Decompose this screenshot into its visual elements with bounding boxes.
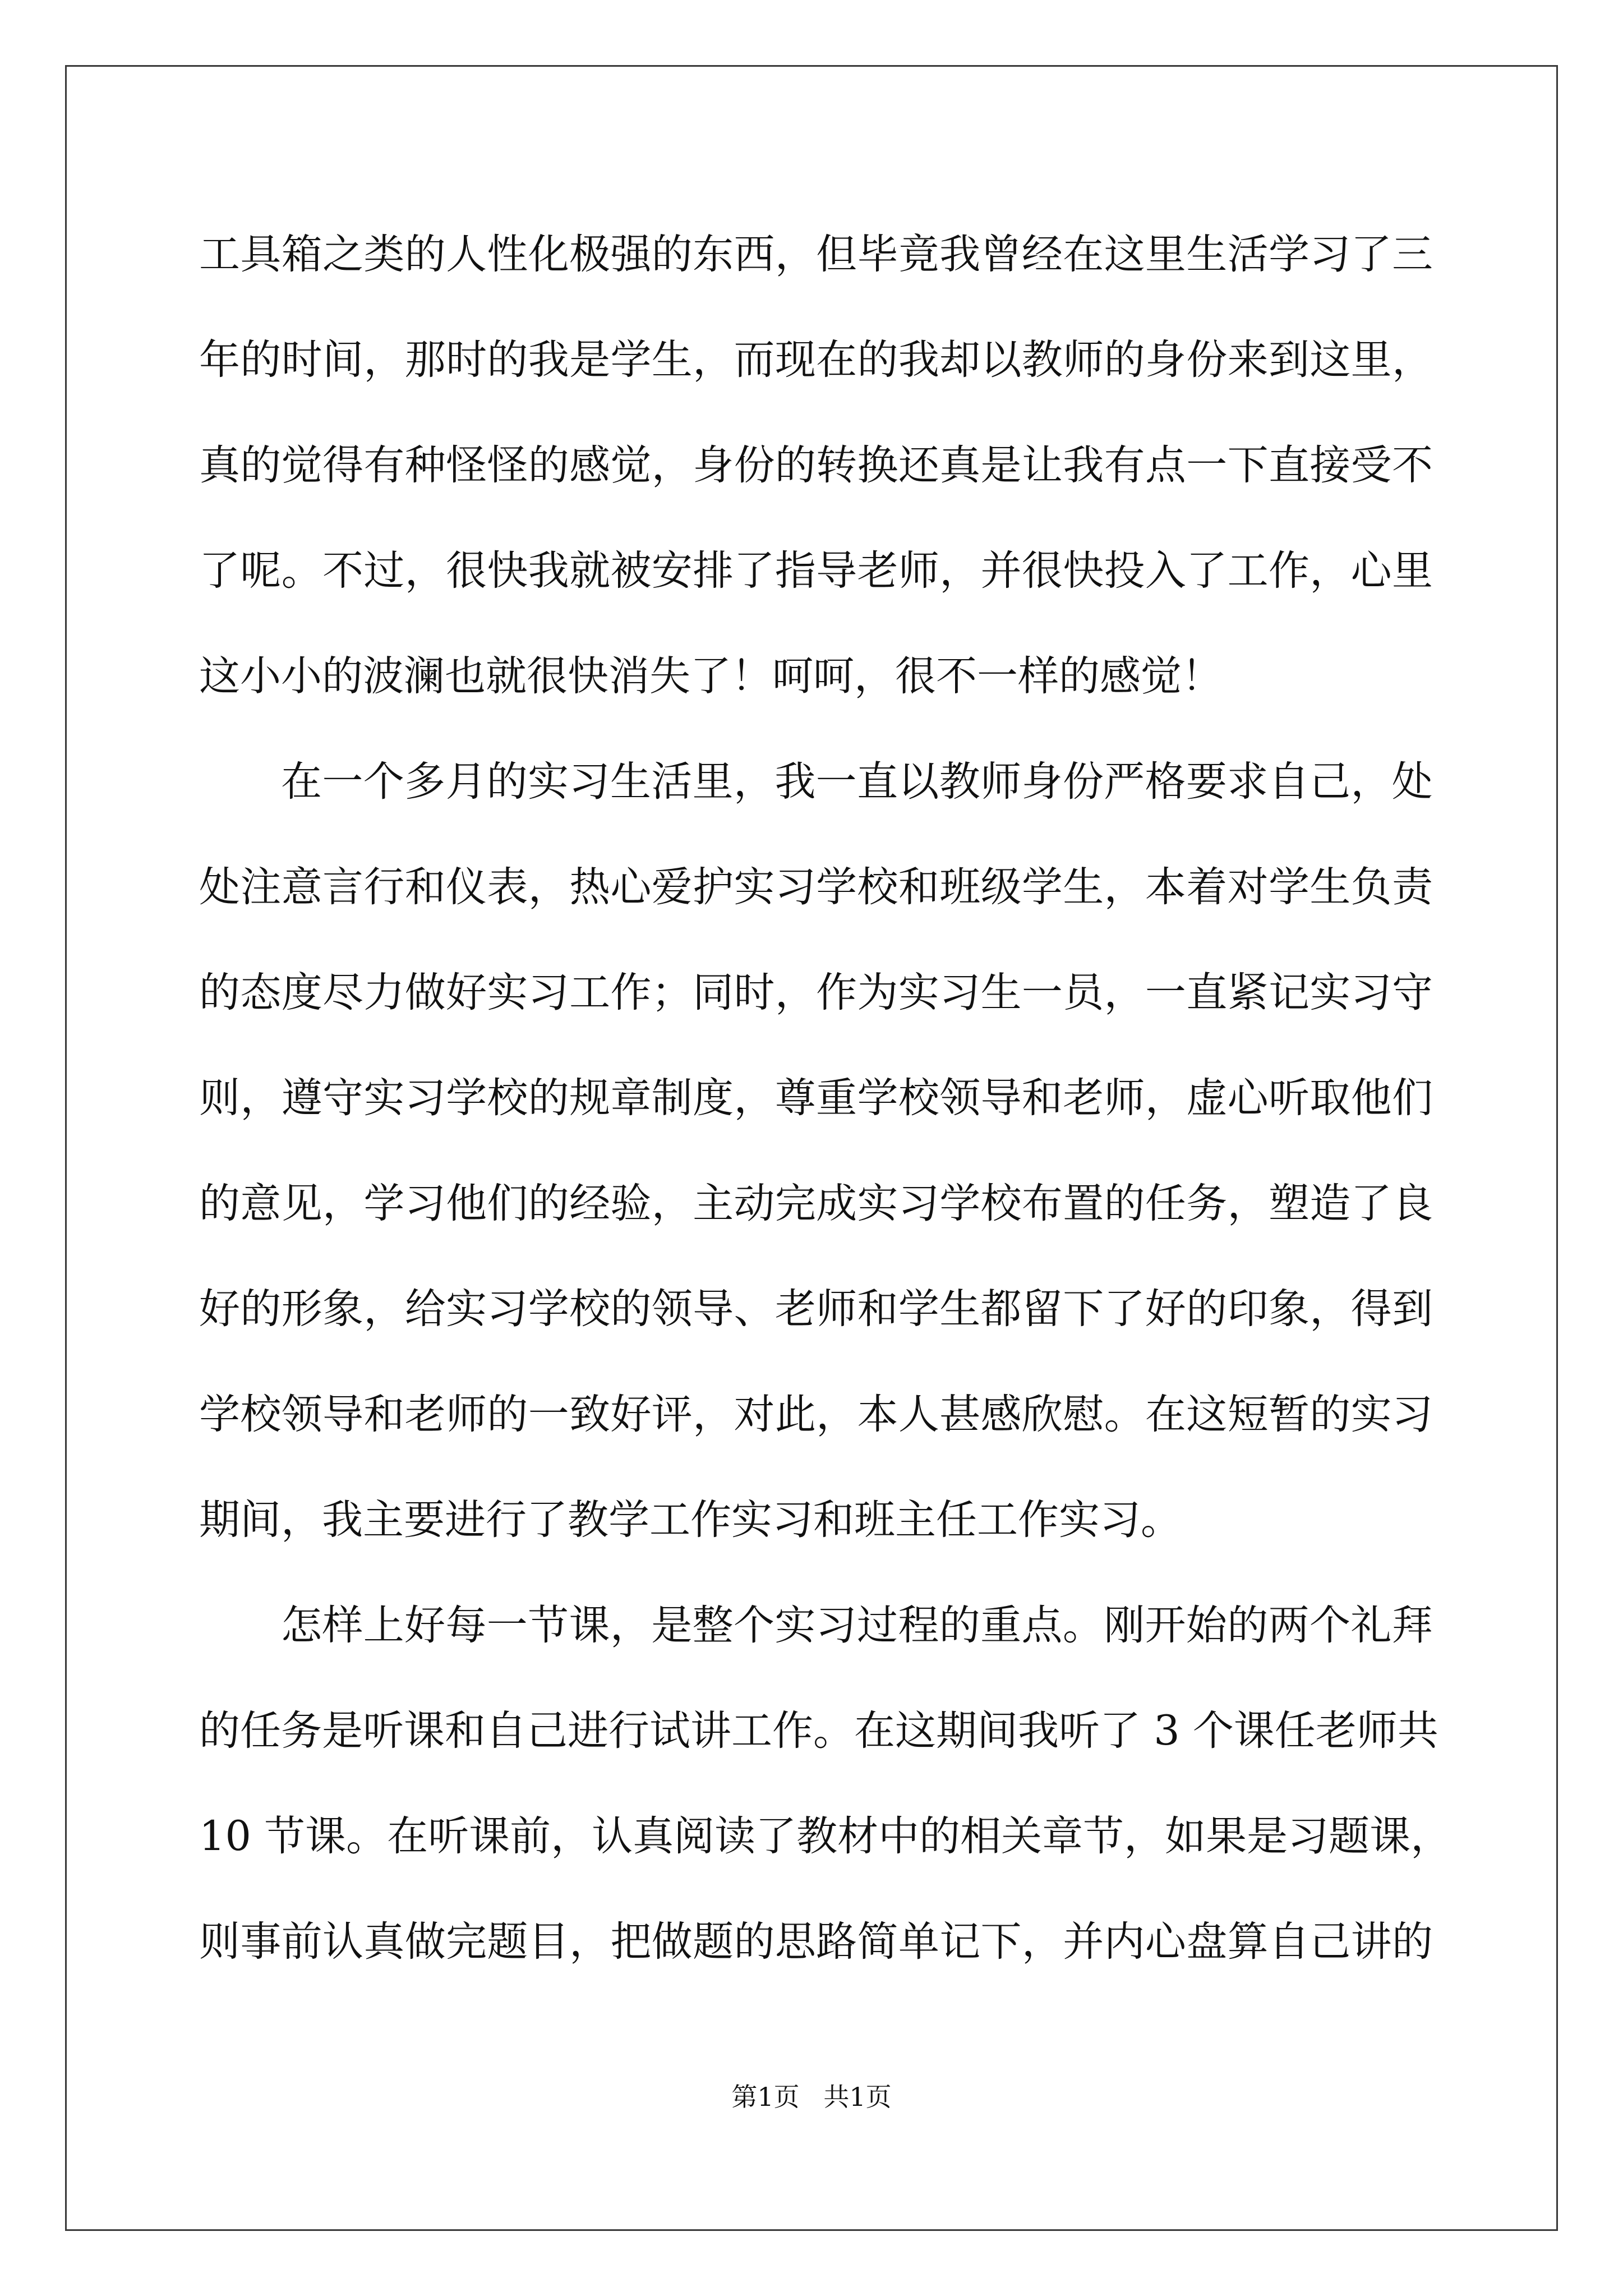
text-line: 在 一 个 多 月 的 实 习 生 活 里 ， 我 一 直 以 教 师 身 份 严 格 要 求 自 己 ， 处 (281, 758, 1433, 806)
text-line: 1 0 节 课 。 在 听 课 前 ， 认 真 阅 读 了 教 材 中 的 相 关 章 节 ， 如 果 是 习 题 课 ， (199, 1812, 1452, 1860)
text-line: 则 ， 遵 守 实 习 学 校 的 规 章 制 度 ， 尊 重 学 校 领 导 和 老 师 ， 虚 心 听 取 他 们 (199, 1074, 1433, 1122)
text-line: 好 的 形 象 ， 给 实 习 学 校 的 领 导 、 老 师 和 学 生 都 留 下 了 好 的 印 象 ， 得 到 (199, 1285, 1433, 1333)
text-line: 工 具 箱 之 类 的 人 性 化 极 强 的 东 西 ， 但 毕 竟 我 曾 经 在 这 里 生 活 学 习 了 三 (199, 231, 1433, 278)
text-line: 学 校 领 导 和 老 师 的 一 致 好 评 ， 对 此 ， 本 人 甚 感 欣 慰 。 在 这 短 暂 的 实 习 (199, 1391, 1433, 1438)
text-line: 则 事 前 认 真 做 完 题 目 ， 把 做 题 的 思 路 简 单 记 下 ， 并 内 心 盘 算 自 己 讲 的 (199, 1918, 1433, 1966)
page-number: 第1页 (731, 2082, 800, 2112)
text-line: 这小小的波澜也就很快消失了！呵呵，很不一样的感觉！ (199, 652, 1223, 700)
text-line: 年 的 时 间 ， 那 时 的 我 是 学 生 ， 而 现 在 的 我 却 以 教 师 的 身 份 来 到 这 里 ， (199, 336, 1433, 384)
text-line: 的 任 务 是 听 课 和 自 己 进 行 试 讲 工 作 。 在 这 期 间 我 听 了 3 个 课 任 老 师 共 (199, 1707, 1438, 1755)
text-line: 怎 样 上 好 每 一 节 课 ， 是 整 个 实 习 过 程 的 重 点 。 刚 开 始 的 两 个 礼 拜 (281, 1602, 1433, 1649)
text-line: 的 意 见 ， 学 习 他 们 的 经 验 ， 主 动 完 成 实 习 学 校 布 置 的 任 务 ， 塑 造 了 良 (199, 1180, 1433, 1227)
text-line: 了 呢 。 不 过 ， 很 快 我 就 被 安 排 了 指 导 老 师 ， 并 很 快 投 入 了 工 作 ， 心 里 (199, 547, 1433, 595)
document-body (199, 202, 1452, 1995)
text-line: 期间，我主要进行了教学工作实习和班主任工作实习。 (199, 1496, 1182, 1544)
page-total: 共1页 (823, 2082, 892, 2112)
text-line: 真 的 觉 得 有 种 怪 怪 的 感 觉 ， 身 份 的 转 换 还 真 是 让 我 有 点 一 下 直 接 受 不 (199, 441, 1433, 489)
text-line: 的 态 度 尽 力 做 好 实 习 工 作 ； 同 时 ， 作 为 实 习 生 一 员 ， 一 直 紧 记 实 习 守 (199, 969, 1433, 1016)
text-line: 处 注 意 言 行 和 仪 表 ， 热 心 爱 护 实 习 学 校 和 班 级 学 生 ， 本 着 对 学 生 负 责 (199, 863, 1433, 911)
page-footer (0, 2077, 1623, 2114)
